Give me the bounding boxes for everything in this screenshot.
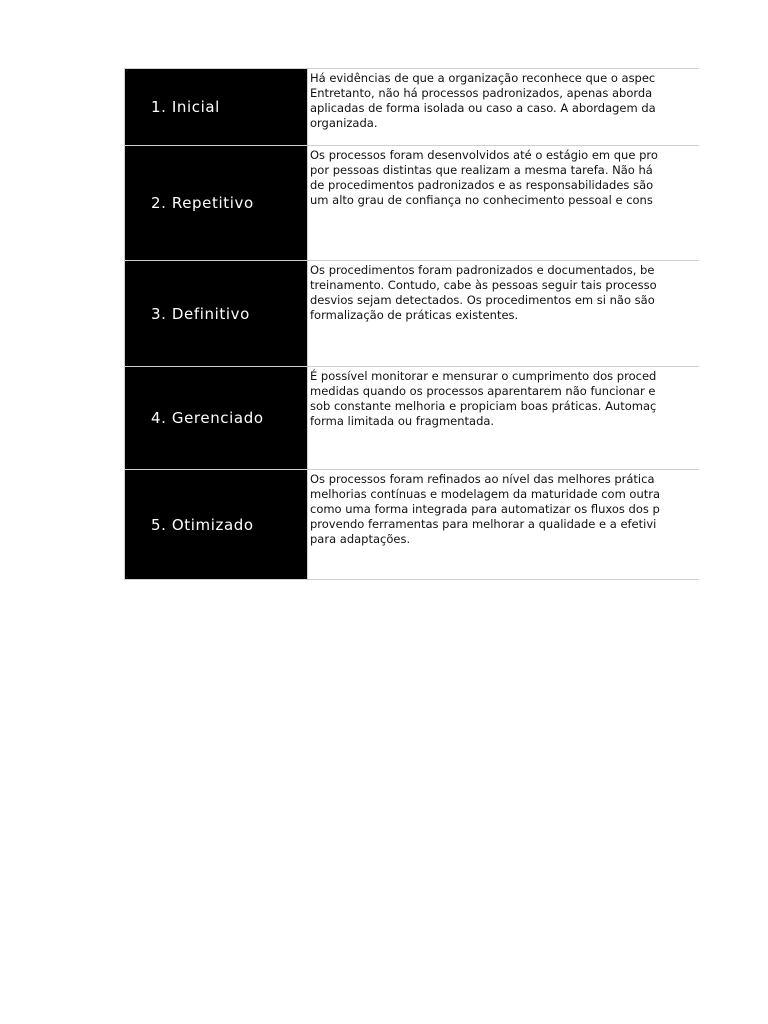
level-label: 5. Otimizado xyxy=(125,470,308,579)
table-row xyxy=(125,261,699,367)
table-row xyxy=(125,69,699,146)
table-row xyxy=(125,470,699,580)
level-description: Há evidências de que a organização reconhece que o aspec Entretanto, não há processos padronizados, apenas aborda aplicadas de forma isolada ou caso a caso. A abordagem da organizada. xyxy=(310,71,656,130)
level-description: Os processos foram desenvolvidos até o estágio em que pro por pessoas distintas que realizam a mesma tarefa. Não há de procedimentos padronizados e as responsabilidades são um alto grau de confiança no conhecimento pessoal e cons xyxy=(310,148,658,207)
table-row xyxy=(125,146,699,261)
table-row xyxy=(125,367,699,470)
level-description: É possível monitorar e mensurar o cumprimento dos proced medidas quando os processos aparentarem não funcionar e sob constante melhoria e propiciam boas práticas. Automaç forma limitada ou fragmentada. xyxy=(310,369,657,428)
level-label: 4. Gerenciado xyxy=(125,367,308,469)
maturity-levels-table xyxy=(124,68,699,580)
level-label: 3. Definitivo xyxy=(125,261,308,366)
level-label: 1. Inicial xyxy=(125,69,308,145)
level-description: Os procedimentos foram padronizados e documentados, be treinamento. Contudo, cabe às pessoas seguir tais processo desvios sejam detectados. Os procedimentos em si não são formalização de práticas existentes. xyxy=(310,263,657,322)
level-label: 2. Repetitivo xyxy=(125,146,308,260)
level-description: Os processos foram refinados ao nível das melhores prática melhorias contínuas e modelagem da maturidade com outra como uma forma integrada para automatizar os fluxos dos p provendo ferramentas para melhorar a qualidade e a efetivi para adaptações. xyxy=(310,472,661,546)
